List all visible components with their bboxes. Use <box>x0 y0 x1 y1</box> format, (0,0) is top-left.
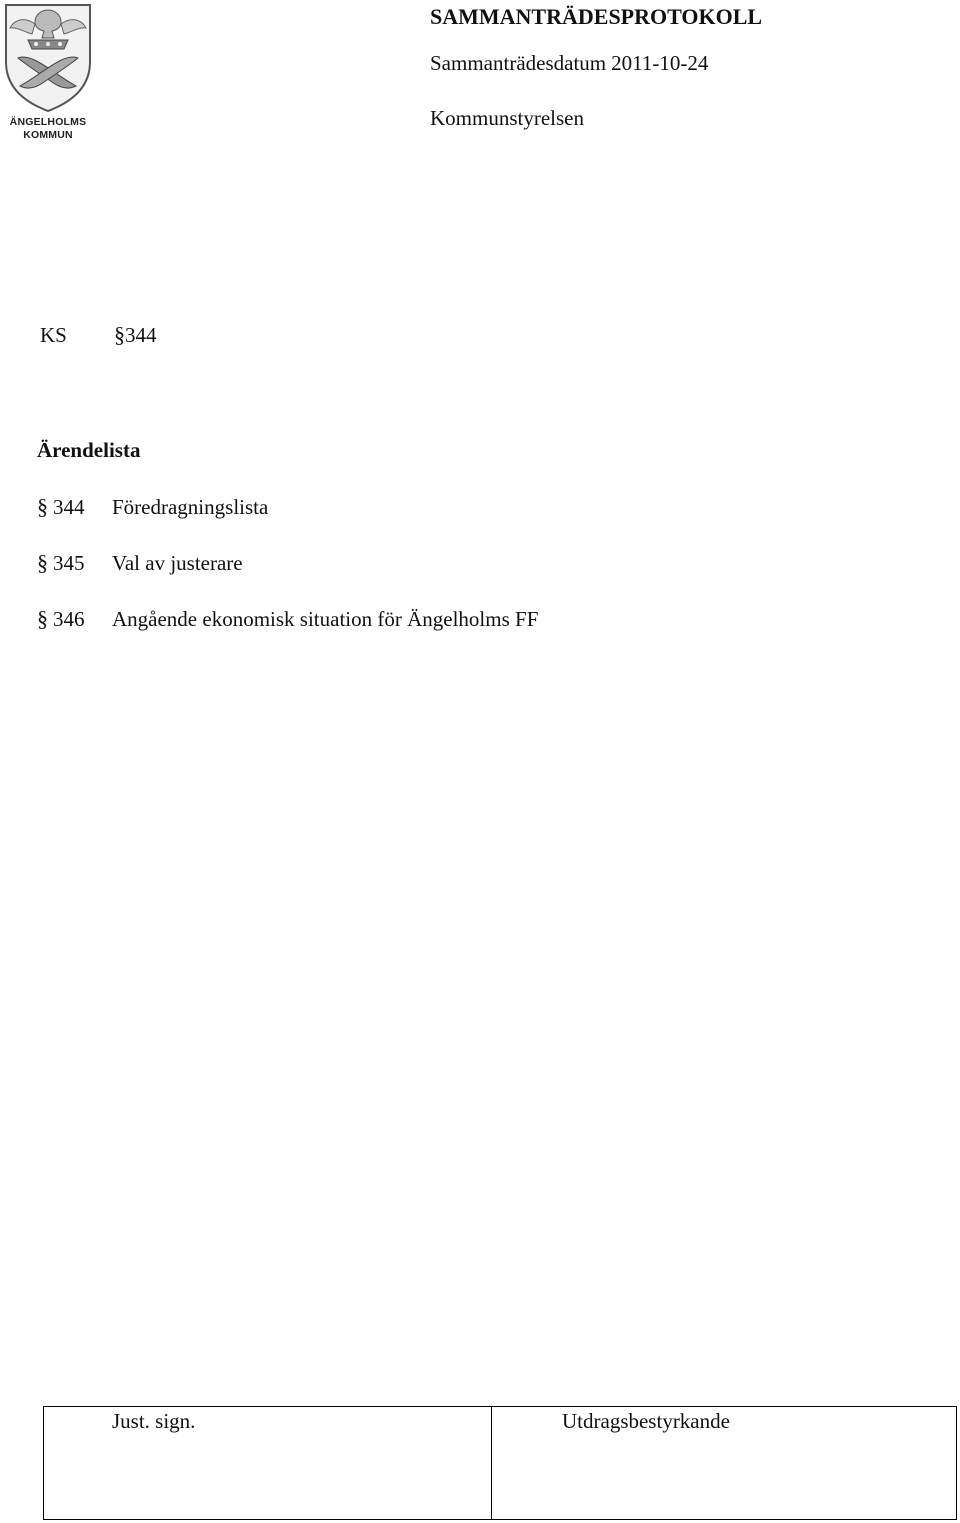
logo-line-1: ÄNGELHOLMS <box>9 116 87 128</box>
agenda-item <box>37 494 268 520</box>
agenda-item-text: Föredragningslista <box>112 495 269 519</box>
section-org: KS <box>40 323 67 347</box>
section-number: 344 <box>125 323 157 347</box>
agenda-item-symbol: § <box>37 494 48 519</box>
meeting-date-value: 2011-10-24 <box>611 51 709 75</box>
agenda-title: Ärendelista <box>37 438 141 462</box>
agenda-item-symbol: § <box>37 606 48 631</box>
section-reference <box>40 322 157 348</box>
just-sign-label: Just. sign. <box>112 1409 196 1433</box>
certification-label: Utdragsbestyrkande <box>562 1409 730 1433</box>
agenda-item-symbol: § <box>37 550 48 575</box>
agenda-item-number: 346 <box>53 607 85 631</box>
certification-cell <box>492 1407 956 1519</box>
signature-table <box>43 1406 957 1520</box>
agenda-item <box>37 606 538 632</box>
section-symbol: § <box>114 322 125 347</box>
agenda-item <box>37 550 243 576</box>
meeting-date <box>430 51 708 76</box>
municipality-logo <box>2 2 94 144</box>
logo-line-2: KOMMUN <box>23 129 73 141</box>
agenda-item-text: Angående ekonomisk situation för Ängelholms FF <box>112 607 539 631</box>
just-sign-cell <box>44 1407 492 1519</box>
document-title: SAMMANTRÄDESPROTOKOLL <box>430 4 763 29</box>
agenda-item-number: 344 <box>53 495 85 519</box>
agenda-item-number: 345 <box>53 551 85 575</box>
meeting-date-label: Sammanträdesdatum <box>430 51 607 75</box>
angelholm-coat-of-arms-icon <box>2 2 94 114</box>
agenda-item-text: Val av justerare <box>112 551 243 575</box>
board-name: Kommunstyrelsen <box>430 106 584 130</box>
